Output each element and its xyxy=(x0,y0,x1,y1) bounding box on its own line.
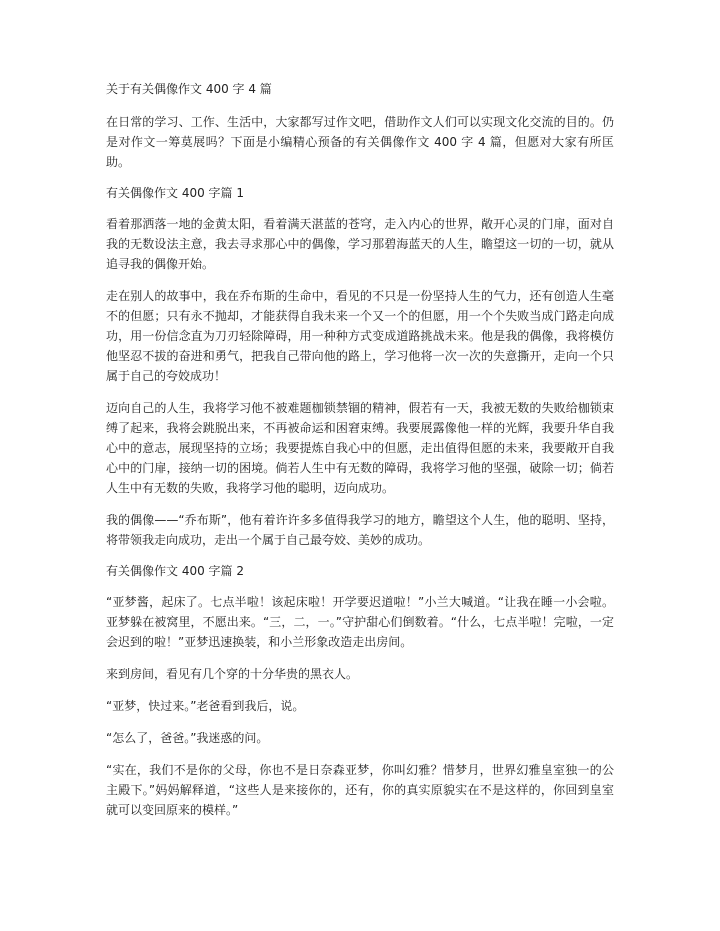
body-paragraph: 来到房间，看见有几个穿的十分华贵的黑衣人。 xyxy=(106,667,359,681)
body-paragraph: “怎么了，爸爸。”我迷惑的问。 xyxy=(106,731,269,745)
section-heading: 有关偶像作文 400 字篇 2 xyxy=(106,564,244,578)
body-paragraph: 走在别人的故事中，我在乔布斯的生命中，看见的不只是一份坚持人生的气力，还有创造人生毫不的但愿；只有永不抛却，才能获得自我未来一个又一个的但愿，用一个个失败当成门路走向成功，用一份信念直为刀刃轻除障碍，用一种种方式变成道路挑战未来。他是我的偶像，我将模仿他坚忍不拔的奋进和勇气，把我自己带向他的路上，学习他将一次一次的失意撕开，走向一个只属于自己的夸姣成功！ xyxy=(106,289,614,383)
intro-paragraph: 在日常的学习、工作、生活中，大家都写过作文吧，借助作文人们可以实现文化交流的目的。仍是对作文一筹莫展吗？下面是小编精心预备的有关偶像作文 400 字 4 篇，但愿对大家有所匡助。 xyxy=(106,115,614,169)
document-title: 关于有关偶像作文 400 字 4 篇 xyxy=(106,82,272,96)
body-paragraph: 我的偶像——“乔布斯”，他有着许许多多值得我学习的地方，瞻望这个人生，他的聪明、坚持，将带领我走向成功，走出一个属于自己最夸姣、美妙的成功。 xyxy=(106,513,614,547)
body-paragraph: “实在，我们不是你的父母，你也不是日奈森亚梦，你叫幻雅？惜梦月，世界幻雅皇室独一的公主殿下。”妈妈解释道，“这些人是来接你的，还有，你的真实原貌实在不是这样的，你回到皇室就可以变回原来的模样。” xyxy=(106,763,614,817)
body-paragraph: “亚梦，快过来。”老爸看到我后，说。 xyxy=(106,699,305,713)
body-paragraph: “亚梦酱，起床了。七点半啦！该起床啦！开学要迟道啦！”小兰大喊道。“让我在睡一小会啦。亚梦躲在被窝里，不愿出来。“三，二，一。”守护甜心们倒数着。“什么，七点半啦！完啦，一定会迟到的啦！”亚梦迅速换装，和小兰形象改造走出房间。 xyxy=(106,595,614,649)
document-page xyxy=(106,80,614,832)
section-heading: 有关偶像作文 400 字篇 1 xyxy=(106,186,244,200)
body-paragraph: 看着那洒落一地的金黄太阳，看着满天湛蓝的苍穹，走入内心的世界，敞开心灵的门扉，面对自我的无数设法主意，我去寻求那心中的偶像，学习那碧海蓝天的人生，瞻望这一切的一切，就从追寻我的偶像开始。 xyxy=(106,217,614,271)
body-paragraph: 迈向自己的人生，我将学习他不被难题枷锁禁锢的精神，假若有一天，我被无数的失败给枷锁束缚了起来，我将会跳脱出来，不再被命运和困窘束缚。我要展露像他一样的光辉，我要升华自我心中的意志，展现坚持的立场；我要提炼自我心中的但愿，走出值得但愿的未来，我要敞开自我心中的门扉，接纳一切的困境。倘若人生中有无数的障碍，我将学习他的坚强，破除一切；倘若人生中有无数的失败，我将学习他的聪明，迈向成功。 xyxy=(106,401,614,495)
